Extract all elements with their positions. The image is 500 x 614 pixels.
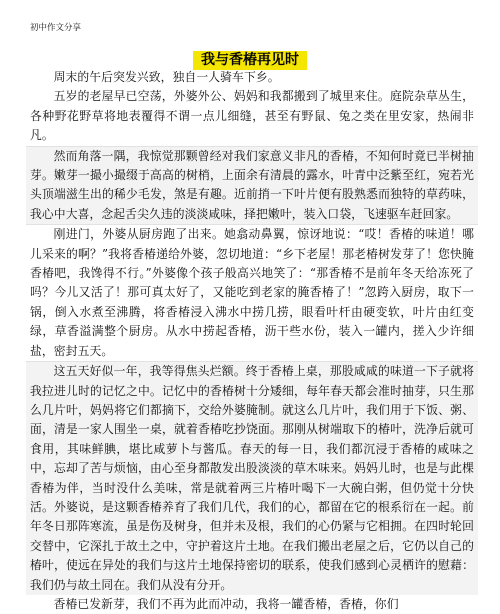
paragraph: 周末的午后突发兴致，独自一人骑车下乡。 — [53, 70, 280, 84]
article-body — [30, 68, 474, 614]
paragraph: 这五天好似一年，我等得焦头烂额。终于香椿上桌，那股咸咸的味道一下子就将我拉进儿时的记忆之中。记忆中的香椿树十分矮细，每年春天都会准时抽芽，只生那么几片叶，妈妈将它们都摘下，交给外婆腌制。就这么几片叶，我们用于下饭、粥、面，清是一家人围坐一桌，就着香椿吃抄饶面。那刚从树端取下的椿叶，洗净后就可食用，其味鲜腆，堪比咸萝卜与酱瓜。春天的每一日，我们都沉浸于香椿的咸味之中，忘却了苦与烦恼，由心至身都散发出股淡淡的草木味来。妈妈儿时，也是与此棵香椿为伴，当时没什么美味，常是就着两三片椿叶喝下一大碗白粥，但仍觉十分快活。外婆说，是这颗香椿养育了我们几代，我们的心，都留在它的根系衍在一起。前年冬日那阵寒流，虽是伤及树身，但并未及根，我们的心仍紧与它相拥。在四时轮回交替中，它深扎于故土之中，守护着这片土地。在我们搬出老屋之后，它仍以自己的椿叶，使远在异处的我们与这片土地保持密切的联系，使我们感到心灵栖许的慰藉：我们仍与故土同在。我们从没有分开。 — [26, 362, 478, 595]
paragraph: 香椿已发新芽，我们不再为此而冲动，我将一罐香椿，香椿，你们 — [53, 596, 399, 611]
paragraph: 然而角落一隅，我惊觉那颗曾经对我们家意义非凡的香椿，不知何时竟已半树抽芽。嫩芽一撮小撮缀于高高的树梢，上面余有清晨的露水，叶青中泛紫至红，宛若光头顶端滋生出的稀少毛发，煞是有趣。近前捎一下叶片便有股熟悉而独特的草药味，我心中大喜，念起舌尖久违的淡淡咸味，择把嫩叶，装入口袋，飞速驱车赶回家。 — [26, 147, 478, 225]
title-wrap — [0, 49, 500, 70]
article-title: 我与香椿再见时 — [193, 51, 307, 70]
paragraph: 刚进门，外婆从厨房跑了出来。她翕动鼻翼，惊讶地说：“哎！香椿的味道！哪儿采来的啊？”我将香椿递给外婆，忽切地道：“乡下老屋！那老椿树发芽了！您快腌香椿吧，我馋得不行。”外婆像个孩子般高兴地笑了：“那香椿不是前年冬天给冻死了吗？今儿又活了！那可真太好了，又能吃到老家的腌香椿了！”忽跨入厨房，取下一锅，倒入水煮至沸腾，将香椿浸入沸水中捞几捞，眼看叶杆由硬变软，叶片由红变绿，草香溢满整个厨房。从水中捞起香椿，沥干些水份，装入一罐内，搓入少许细盐，密封五天。 — [30, 227, 474, 358]
header-tag: 初中作文分享 — [30, 23, 82, 33]
paragraph: 五岁的老屋早已空荡，外婆外公、妈妈和我都搬到了城里来住。庭院杂草丛生，各种野花野草将地表覆得不谓一点儿细缝，甚至有野鼠、兔之类在里安家，热闹非凡。 — [30, 89, 474, 143]
